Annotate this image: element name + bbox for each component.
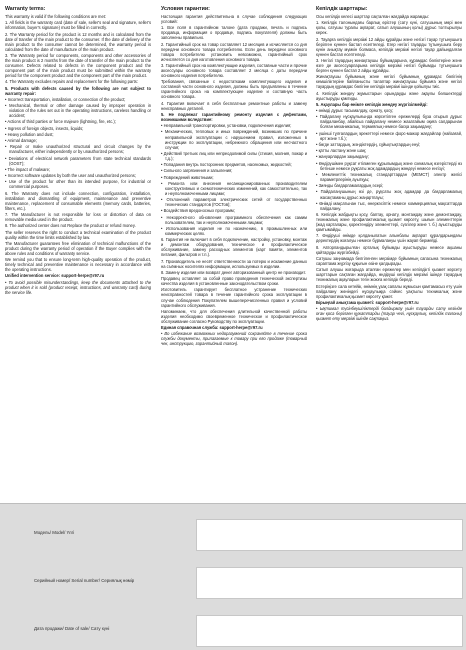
date-of-sale-label: Дата продажи/ Date of sale/ Сату күні xyxy=(34,626,110,631)
paragraph: • өнімді дұрыс тасымалдау, орнату, қосу; xyxy=(316,108,394,114)
paragraph: 8. Замену изделия или возврат денег авторизованный центр не производит. xyxy=(161,269,307,275)
paragraph: Осы кепілдік келесі шарттар сақталған жағдайда жарамды: xyxy=(316,14,429,19)
serial-row xyxy=(0,562,466,602)
paragraph: 5. Не подлежат гарантийному ремонту изделия с дефектами, возникшими вследствие: xyxy=(161,111,307,123)
warranty-terms-kazakh xyxy=(316,6,462,322)
warranty-terms-russian xyxy=(161,6,307,348)
paragraph: • үшінші тұлғалардың әрекеттері немесе форс-мажор жағдайлар (найзағай, өрт және т.б.); xyxy=(316,130,462,141)
paragraph: 4. The Warranty excludes repairs and replacement for the following parts: xyxy=(5,79,138,85)
column-title: Условия гарантии: xyxy=(161,6,210,12)
paragraph: • Өндірушімен рұқсат етілмеген құрылымдық және схемалық өзгерістерді өз бетінше немесе рұқсаты жоқ адамдардың жөндеуі немесе енгізуі; xyxy=(316,160,462,171)
model-row xyxy=(0,514,466,554)
paragraph: • Действий третьих лиц или непреодолимой силы (стихия, молния, пожар и т.д.); xyxy=(161,150,307,161)
paragraph: • Animal damage; xyxy=(5,138,37,144)
paragraph: 6. Кепілдік жабдықты қосу, баптау, орнату, монтаждау және демонтаждау, техникалық және профилактикалық қызмет көрсету, шығын элементтерін (жад карталары, қоректендіру элементтері, сүзгілер және т. б.) ауыстыруды қамтымайды. xyxy=(316,212,462,233)
paragraph: • Воздействия вредоносных программ; xyxy=(161,208,235,214)
paragraph: 3. Негізгі тауардың жинақтаушы бұйымдарына, құрамдас бөліктеріне және өзге де аксессуарларына кепілдік мерзімі негізгі бұйымды тұтынушыға берген күннен бастап 2 айды құрайды. xyxy=(316,57,462,74)
paragraph: We remind you that to ensure long-term high-quality operation of the product, timely technical and preventive maintenance is necessary in accordance with the operating instructions. xyxy=(5,257,151,273)
product-info-form xyxy=(0,503,466,650)
serial-number-field[interactable] xyxy=(196,567,463,599)
paragraph: • бөгде заттардың, жәндіктердің, сұйықтықтардың енуі; xyxy=(316,141,421,147)
paragraph: 7. Өндіруші өнімде қолданылатын алынбалы ақпарат құралдарындағы деректердің жоғалуы немесе бұрмалануы үшін жауап бермейді. xyxy=(316,233,462,244)
model-field[interactable] xyxy=(196,519,463,551)
paragraph: • Механических, тепловых и иных повреждений, возникших по причине неправильной эксплуатации с нарушением правил, изложенных в инструкции по эксплуатации, небрежного обращения или несчастного случая; xyxy=(161,129,307,150)
paragraph: Сатушы заңнамада белгіленген мерзімде бұйымның сапасына техникалық сараптама жүргізу құқығын өзіне қалдырады. xyxy=(316,255,462,266)
paragraph: • Incorrect software updates by both the user and unauthorized persons; xyxy=(5,173,136,179)
paragraph: • қатты ластану және шаң; xyxy=(316,148,367,154)
paragraph-list xyxy=(161,14,307,347)
model-label: Модель/ Model/ Үлгі xyxy=(34,530,75,535)
paragraph: • Ықтимал түсінбеушіліктерді болдырмау үшін тауарды сату кезінде оған қоса берілген құжаттарды (тауар чегі, нұсқаулық, кепілдік талоны) қызмет ету мерзімі ішінде сақтаңыз. xyxy=(316,306,462,322)
paragraph: Настоящая гарантия действительна в случае соблюдения следующих условий: xyxy=(161,14,307,25)
paragraph: The Manufacturer guarantees free elimination of technical malfunctions of the product during the warranty period of operation if the Buyer complies with the above rules and conditions of warranty service. xyxy=(5,240,151,256)
paragraph: • Ремонта или внесения несанкционированных производителем конструктивных и схемотехнических изменений, как самостоятельно, так и неуполномоченными лицами; xyxy=(161,180,307,196)
paragraph: • Сильного загрязнения и запыления; xyxy=(161,168,233,174)
paragraph: • To avoid possible misunderstandings, keep the documents attached to the product when it is sold (product receipt, instructions, and warranty card) during the service life. xyxy=(5,279,151,295)
date-of-sale-field[interactable] xyxy=(196,615,463,647)
paragraph: 5. Ақаулары бар өнімге кепілдік жөндеу жүргізілмейді: xyxy=(316,101,428,107)
paragraph: • Попадания внутрь посторонних предметов, насекомых, жидкостей; xyxy=(161,162,292,168)
column-title: Warranty terms: xyxy=(5,6,46,12)
paragraph: Сатып алушы жоғарыда аталған ережелер мен кепілдікті қызмет көрсету шарттарын сақтаған жағдайда, өндіруші кепілдік мерзімі ішінде тауардың техникалық ақауларын тегін жоюға кепілдік береді. xyxy=(316,267,462,283)
paragraph: 2. Гарантийный срок на товар составляет 12 месяцев и исчисляется со дня передачи основного товара потребителю. Если день передачи основного товара потребителю установить невозможно, гарантийный срок исчисляется со дня изготовления основного товара. xyxy=(161,41,307,62)
paragraph: Напоминаем, что для обеспечения длительной качественной работы изделия необходимо своевременное техническое и профилактическое обслуживание согласно Руководству по эксплуатации. xyxy=(161,308,307,324)
paragraph: 4. Гарантия включает в себя бесплатные ремонтные работы и замену неисправных деталей. xyxy=(161,100,307,111)
paragraph: 2. The Warranty period for the product is 12 months and is calculated from the date of transfer of the main product to the consumer. If the date of delivery of the main product to the consumer cannot be determined, the warranty period is calculated from the date of manufacture of the main product. xyxy=(5,31,151,52)
paragraph: Изготовитель гарантирует бесплатное устранение технических неисправностей товара в течение гарантийного срока эксплуатации в случае соблюдения Покупателем вышеперечисленных правил и условий гарантийного обслуживания. xyxy=(161,287,307,308)
paragraph: 2. Тауарға кепілдік мерзімі 12 айды құрайды және негізгі тауар тұтынушыға берілген күннен бастап есептеледі. Егер негізгі тауарды тұтынушыға беру күнін анықтау мүмкін болмаса, кепілдік мерзімі негізгі тауар дайындалған күннен бастап есептеледі. xyxy=(316,36,462,57)
paragraph: • жануарлардан зақымдану; xyxy=(316,154,369,160)
paragraph: Единая справочная служба: support-herpe@r97.ru xyxy=(161,325,263,331)
paragraph: • Incorrect transportation, installation, or connection of the product; xyxy=(5,96,126,102)
paragraph-list xyxy=(5,14,151,295)
paragraph: 1. All fields in the warranty card (date of sale, seller's seal and signature, seller's information, buyer's signature) must be filled in correctly. xyxy=(5,20,151,31)
paragraph: • Пайдаланушының өзі де, рұқсаты жоқ адамдар да бағдарламалық жасақтаманы дұрыс жаңартпауы; xyxy=(316,189,462,200)
column-title: Кепілдік шарттары: xyxy=(316,6,368,12)
paragraph: • Пайдалану нұсқаулығында көрсетілген ережелерді бұза отырып дұрыс пайдаланбау, абайсыз пайдалану немесе жазатайым оқиға салдарынан болған механикалық, термиялық немесе басқа зақымдану; xyxy=(316,114,462,130)
paragraph: • Повреждений животными; xyxy=(161,174,214,180)
paragraph: • Mechanical, thermal or other damage caused by improper operation in violation of the rules set out in the operating instructions, careless handling or accident; xyxy=(5,103,151,119)
paragraph: • Use of the product for other than its intended purpose, for industrial or commercial purposes. xyxy=(5,179,151,190)
paragraph: The seller reserves the right to conduct a technical examination of the product quality within the time limits established by law. xyxy=(5,229,151,240)
paragraph: • Зиянды бағдарламалардың әсері; xyxy=(316,183,384,189)
paragraph: 8. Авторландырылған орталық бұйымды ауыстыруды немесе ақшаны қайтаруды жүргізбейді. xyxy=(316,244,462,255)
paragraph: • Deviations of electrical network parameters from state technical standards (GOST); xyxy=(5,155,151,166)
paragraph: • Өнімді мақсатынан тыс, өнеркәсіптік немесе коммерциялық мақсаттарда пайдалану. xyxy=(316,200,462,211)
paragraph: 5. Products with defects caused by the following are not subject to warranty repair: xyxy=(5,85,151,96)
paragraph: • Отклонений параметров электрических сетей от государственных технических стандартов (ГОСТов); xyxy=(161,197,307,208)
paragraph: • Использования изделия не по назначению, в промышленных или коммерческих целях. xyxy=(161,225,307,237)
paragraph: • Repair or make unauthorized structural and circuit changes by the manufacturer, either independently or by unauthorized persons; xyxy=(5,144,151,155)
paragraph: 1. Кепілдік талонындағы барлық өрістер (сату күні, сатушының мөрі мен қолы, сатушы туралы ақпарат, сатып алушының қолы) дұрыс толтырылуы керек. xyxy=(316,20,462,36)
paragraph: Естеріңізге сала кетейік, өнімнің ұзақ сапалы жұмысын қамтамасыз ету үшін пайдалану жөніндегі нұсқаулыққа сәйкес уақтылы техникалық және профилактикалық қызмет көрсету қажет. xyxy=(316,283,462,299)
paragraph: Требования, связанные с недостатками комплектующего изделия и составной части основного изделия, должны быть предъявлены в течение гарантийного срока на комплектующее изделие и составную часть основного товара. xyxy=(161,79,307,100)
paragraph: Unified intervention service: support-herpe@r97.ru xyxy=(5,273,105,279)
serial-number-label: Серийный номер/ Serial number/ Сериялық нөмір xyxy=(34,578,135,583)
paragraph: Продавец оставляет за собой право проведения технической экспертизы качества изделия в установленные законодательством сроки. xyxy=(161,276,307,287)
paragraph: 7. The Manufacturer is not responsible for loss or distortion of data on removable media used in the product. xyxy=(5,212,151,223)
paragraph: • Actions of third parties or force majeure (lightning, fire, etc.); xyxy=(5,119,116,125)
paragraph: 6. The Warranty does not include connection, configuration, installation, installation and dismantling of equipment, maintenance and preventive maintenance, replacement of consumable elements (memory cards, batteries, filters, etc.). xyxy=(5,190,151,211)
paragraph: • Ingress of foreign objects, insects, liquids; xyxy=(5,125,84,131)
paragraph-list xyxy=(316,14,462,321)
paragraph: • Некорректного обновления программного обеспечения как самим пользователем, так и неуполномоченными лицами; xyxy=(161,214,307,225)
paragraph: • Heavy pollution and dust; xyxy=(5,131,54,137)
date-row xyxy=(0,610,466,650)
paragraph: 3. The Warranty period for components, components and other accessories of the main product is 2 months from the date of transfer of the main product to the consumer. Defects related to defects in the component product and the component part of the main product must be submitted within the warranty period for the component product and the component part of the main product. xyxy=(5,52,151,79)
paragraph: 1. Все поля в гарантийном талоне (дата продажи, печать и подпись продавца, информация о продавце, подпись покупателя) должны быть заполнены правильно. xyxy=(161,25,307,41)
paragraph: Бірыңғай анықтама қызметі: support-herpe@r97.ru xyxy=(316,299,419,305)
paragraph: 7. Производитель не несёт ответственности за потерю и искажение данных на съёмных носителях информации, используемых в изделии. xyxy=(161,258,307,269)
paragraph: 4. Кепілдік жөндеу жұмыстарын орындауды және ақаулы бөлшектерді ауыстыруды қамтиды. xyxy=(316,90,462,101)
warranty-terms-english xyxy=(5,6,151,296)
paragraph: • The impact of malware; xyxy=(5,166,51,172)
paragraph: 8. The authorized center does not Replace the product or refund money. xyxy=(5,223,136,229)
paragraph: • Мемлекеттік техникалық стандарттардан (МЕМСТ) электр желісі параметрлерінің ауытқуы; xyxy=(316,171,462,182)
paragraph: • Неправильной транспортировки, установки, подключения изделия; xyxy=(161,123,292,129)
paragraph: • Во избежание возможных недоразумений сохраняйте в течение срока службы документы, прилагаемые к товару при его продаже (товарный чек, инструкцию, гарантийный талон). xyxy=(161,331,307,347)
paragraph: Жинақтаушы бұйымның және негізгі бұйымның құрамдас бөлігінің кемшіліктеріне байланысты талаптар жинақтаушы бұйымға және негізгі тауардың құрамдас бөлігіне кепілдік мерзімі ішінде қойылуы тиіс. xyxy=(316,74,462,90)
paragraph: 3. Гарантийный срок на комплектующие изделия, составные части и прочие аксессуары основного товара составляет 2 месяца с даты передачи основного изделия потребителю. xyxy=(161,62,307,79)
paragraph: This warranty is valid if the following conditions are met: xyxy=(5,14,107,19)
paragraph: 6. Гарантия не включает в себя подключение, настройку, установку, монтаж и демонтаж оборудования, техническое и профилактическое обслуживание, замену расходных элементов (карт памяти, элементов питания, фильтров и т.п.). xyxy=(161,237,307,258)
